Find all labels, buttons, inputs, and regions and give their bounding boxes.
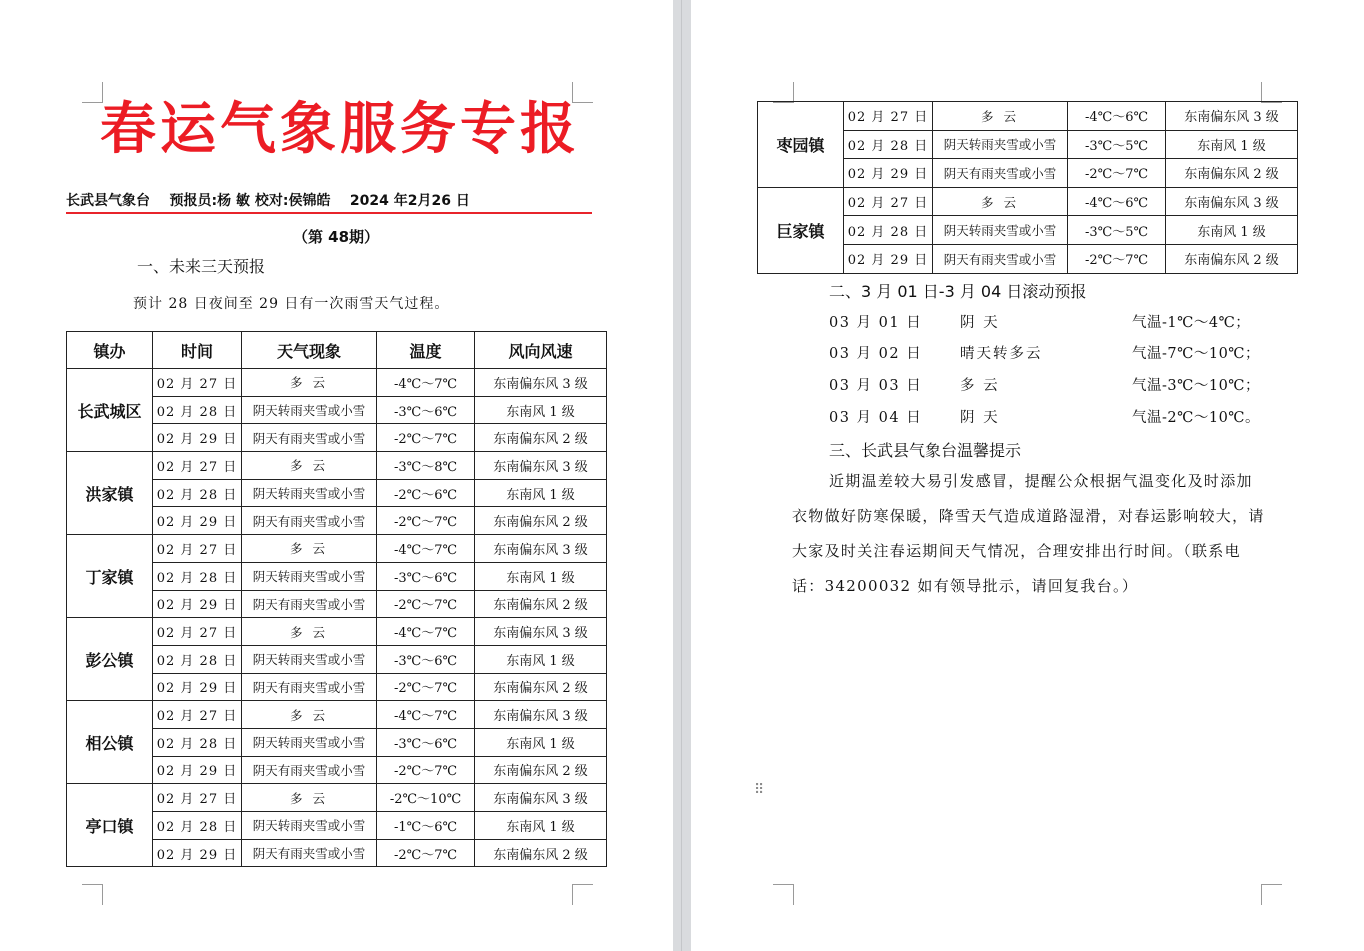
temperature-cell: -4℃～6℃ xyxy=(1068,102,1166,131)
weather-cell: 多 云 xyxy=(242,535,377,563)
temperature-cell: -2℃～7℃ xyxy=(1068,244,1166,273)
rolling-temp: 气温-3℃～10℃； xyxy=(1132,378,1261,394)
wind-cell: 东南风 1 级 xyxy=(475,396,607,424)
header-wind: 风向风速 xyxy=(475,332,607,369)
temperature-cell: -2℃～7℃ xyxy=(377,839,475,867)
wind-cell: 东南偏东风 2 级 xyxy=(1166,159,1298,188)
date-cell: 02 月 28 日 xyxy=(153,562,242,590)
wind-cell: 东南偏东风 3 级 xyxy=(1166,187,1298,216)
date-cell: 02 月 28 日 xyxy=(153,728,242,756)
margin-mark-top-right xyxy=(1261,82,1282,103)
table-header-row xyxy=(67,332,607,369)
bulletin-title: 春运气象服务专报 xyxy=(100,97,580,162)
weather-cell: 阴天有雨夹雪或小雪 xyxy=(933,159,1068,188)
date-cell: 02 月 29 日 xyxy=(153,590,242,618)
wind-cell: 东南偏东风 2 级 xyxy=(475,839,607,867)
header-temperature: 温度 xyxy=(377,332,475,369)
date-cell: 02 月 27 日 xyxy=(153,369,242,397)
temperature-cell: -3℃～8℃ xyxy=(377,452,475,480)
temperature-cell: -2℃～7℃ xyxy=(377,673,475,701)
weather-cell: 阴天转雨夹雪或小雪 xyxy=(242,562,377,590)
date-cell: 02 月 28 日 xyxy=(153,645,242,673)
wind-cell: 东南风 1 级 xyxy=(475,479,607,507)
forecast-table-continued xyxy=(757,101,1298,274)
table-row xyxy=(67,701,607,729)
date-cell: 02 月 29 日 xyxy=(153,756,242,784)
table-row xyxy=(758,102,1298,131)
temperature-cell: -4℃～7℃ xyxy=(377,701,475,729)
margin-mark-bottom-right xyxy=(572,884,593,905)
temperature-cell: -3℃～5℃ xyxy=(1068,216,1166,245)
wind-cell: 东南偏东风 3 级 xyxy=(475,618,607,646)
date-cell: 02 月 27 日 xyxy=(844,102,933,131)
date-cell: 02 月 29 日 xyxy=(153,673,242,701)
date-cell: 02 月 28 日 xyxy=(153,812,242,840)
town-name-cell: 洪家镇 xyxy=(67,452,153,535)
table-row xyxy=(67,618,607,646)
table-row xyxy=(67,452,607,480)
weather-cell: 阴天转雨夹雪或小雪 xyxy=(242,728,377,756)
temperature-cell: -2℃～7℃ xyxy=(377,424,475,452)
margin-mark-bottom-left xyxy=(773,884,794,905)
town-name-cell: 相公镇 xyxy=(67,701,153,784)
weather-cell: 阴天有雨夹雪或小雪 xyxy=(242,839,377,867)
page-gutter xyxy=(673,0,691,951)
temperature-cell: -2℃～10℃ xyxy=(377,784,475,812)
date-cell: 02 月 28 日 xyxy=(844,216,933,245)
rolling-date: 03 月 02 日 xyxy=(829,346,923,362)
wind-cell: 东南偏东风 3 级 xyxy=(475,784,607,812)
date-cell: 02 月 29 日 xyxy=(844,244,933,273)
rolling-weather: 阴 天 xyxy=(960,315,1000,331)
weather-cell: 阴天有雨夹雪或小雪 xyxy=(933,244,1068,273)
weather-cell: 阴天有雨夹雪或小雪 xyxy=(242,424,377,452)
rolling-date: 03 月 01 日 xyxy=(829,315,923,331)
temperature-cell: -2℃～7℃ xyxy=(377,507,475,535)
wind-cell: 东南偏东风 3 级 xyxy=(1166,102,1298,131)
date-cell: 02 月 27 日 xyxy=(153,618,242,646)
wind-cell: 东南风 1 级 xyxy=(475,645,607,673)
temperature-cell: -4℃～7℃ xyxy=(377,535,475,563)
temperature-cell: -3℃～6℃ xyxy=(377,645,475,673)
table-row xyxy=(67,784,607,812)
table-row xyxy=(67,535,607,563)
weather-cell: 多 云 xyxy=(242,784,377,812)
document-page-left xyxy=(0,0,673,951)
bulletin-info-line: 长武县气象台 预报员:杨 敏 校对:侯锦皓 2024 年2月26 日 xyxy=(66,193,470,209)
temperature-cell: -3℃～6℃ xyxy=(377,396,475,424)
wind-cell: 东南偏东风 2 级 xyxy=(475,507,607,535)
header-town: 镇办 xyxy=(67,332,153,369)
table-row xyxy=(758,187,1298,216)
page-separator xyxy=(681,0,682,951)
temperature-cell: -2℃～7℃ xyxy=(377,590,475,618)
weather-cell: 多 云 xyxy=(933,102,1068,131)
issue-number: （第 48期） xyxy=(292,228,380,246)
rolling-weather: 多 云 xyxy=(960,378,1000,394)
weather-cell: 阴天转雨夹雪或小雪 xyxy=(933,216,1068,245)
header-date: 时间 xyxy=(153,332,242,369)
weather-cell: 阴天有雨夹雪或小雪 xyxy=(242,507,377,535)
section-heading-rolling: 二、3 月 01 日-3 月 04 日滚动预报 xyxy=(829,282,1087,301)
date-cell: 02 月 27 日 xyxy=(153,535,242,563)
temperature-cell: -4℃～7℃ xyxy=(377,369,475,397)
temperature-cell: -2℃～6℃ xyxy=(377,479,475,507)
date-cell: 02 月 27 日 xyxy=(844,187,933,216)
rolling-temp: 气温-7℃～10℃； xyxy=(1132,346,1261,362)
section-heading-forecast: 一、未来三天预报 xyxy=(137,257,266,276)
rolling-weather: 阴 天 xyxy=(960,410,1000,426)
title-divider xyxy=(66,212,592,214)
wind-cell: 东南风 1 级 xyxy=(1166,216,1298,245)
weather-cell: 多 云 xyxy=(933,187,1068,216)
tips-paragraph: 近期温差较大易引发感冒，提醒公众根据气温变化及时添加衣物做好防寒保暖，降雪天气造成道路湿滑，对春运影响较大，请大家及时关注春运期间天气情况，合理安排出行时间。（联系电话：34200032 如有领导批示，请回复我台。） xyxy=(792,472,1265,595)
rolling-date: 03 月 03 日 xyxy=(829,378,923,394)
weather-cell: 多 云 xyxy=(242,701,377,729)
date-cell: 02 月 27 日 xyxy=(153,452,242,480)
weather-cell: 阴天转雨夹雪或小雪 xyxy=(242,812,377,840)
table-row xyxy=(67,369,607,397)
forecast-table xyxy=(66,331,607,867)
temperature-cell: -1℃～6℃ xyxy=(377,812,475,840)
date-cell: 02 月 29 日 xyxy=(153,507,242,535)
wind-cell: 东南风 1 级 xyxy=(475,812,607,840)
wind-cell: 东南偏东风 3 级 xyxy=(475,701,607,729)
weather-cell: 阴天转雨夹雪或小雪 xyxy=(933,130,1068,159)
date-cell: 02 月 27 日 xyxy=(153,784,242,812)
margin-mark-bottom-left xyxy=(82,884,103,905)
weather-cell: 阴天有雨夹雪或小雪 xyxy=(242,590,377,618)
wind-cell: 东南偏东风 3 级 xyxy=(475,452,607,480)
town-name-cell: 彭公镇 xyxy=(67,618,153,701)
rolling-date: 03 月 04 日 xyxy=(829,410,923,426)
town-name-cell: 亭口镇 xyxy=(67,784,153,867)
drag-handle-icon[interactable]: ⠿ xyxy=(754,782,765,798)
date-cell: 02 月 29 日 xyxy=(153,839,242,867)
wind-cell: 东南风 1 级 xyxy=(475,562,607,590)
temperature-cell: -4℃～7℃ xyxy=(377,618,475,646)
wind-cell: 东南偏东风 3 级 xyxy=(475,535,607,563)
weather-cell: 多 云 xyxy=(242,369,377,397)
town-name-cell: 枣园镇 xyxy=(758,102,844,188)
date-cell: 02 月 29 日 xyxy=(844,159,933,188)
date-cell: 02 月 28 日 xyxy=(153,479,242,507)
forecast-table-body xyxy=(67,369,607,867)
temperature-cell: -2℃～7℃ xyxy=(377,756,475,784)
wind-cell: 东南偏东风 2 级 xyxy=(475,756,607,784)
forecast-intro: 预计 28 日夜间至 29 日有一次雨雪天气过程。 xyxy=(133,296,450,312)
weather-cell: 阴天转雨夹雪或小雪 xyxy=(242,479,377,507)
wind-cell: 东南风 1 级 xyxy=(475,728,607,756)
wind-cell: 东南风 1 级 xyxy=(1166,130,1298,159)
town-name-cell: 巨家镇 xyxy=(758,187,844,273)
weather-cell: 阴天有雨夹雪或小雪 xyxy=(242,756,377,784)
margin-mark-bottom-right xyxy=(1261,884,1282,905)
section-heading-tips: 三、长武县气象台温馨提示 xyxy=(829,441,1022,460)
weather-cell: 阴天有雨夹雪或小雪 xyxy=(242,673,377,701)
temperature-cell: -3℃～5℃ xyxy=(1068,130,1166,159)
wind-cell: 东南偏东风 2 级 xyxy=(475,673,607,701)
weather-cell: 多 云 xyxy=(242,452,377,480)
temperature-cell: -2℃～7℃ xyxy=(1068,159,1166,188)
date-cell: 02 月 28 日 xyxy=(153,396,242,424)
weather-cell: 阴天转雨夹雪或小雪 xyxy=(242,396,377,424)
forecast-table-continued-body xyxy=(758,102,1298,274)
margin-mark-top-left xyxy=(773,82,794,103)
temperature-cell: -3℃～6℃ xyxy=(377,562,475,590)
date-cell: 02 月 29 日 xyxy=(153,424,242,452)
weather-cell: 多 云 xyxy=(242,618,377,646)
rolling-temp: 气温-1℃～4℃； xyxy=(1132,315,1251,331)
wind-cell: 东南偏东风 3 级 xyxy=(475,369,607,397)
town-name-cell: 长武城区 xyxy=(67,369,153,452)
weather-cell: 阴天转雨夹雪或小雪 xyxy=(242,645,377,673)
town-name-cell: 丁家镇 xyxy=(67,535,153,618)
header-weather: 天气现象 xyxy=(242,332,377,369)
date-cell: 02 月 28 日 xyxy=(844,130,933,159)
rolling-weather: 晴天转多云 xyxy=(960,346,1043,362)
temperature-cell: -3℃～6℃ xyxy=(377,728,475,756)
wind-cell: 东南偏东风 2 级 xyxy=(1166,244,1298,273)
wind-cell: 东南偏东风 2 级 xyxy=(475,590,607,618)
rolling-temp: 气温-2℃～10℃。 xyxy=(1132,410,1261,426)
wind-cell: 东南偏东风 2 级 xyxy=(475,424,607,452)
temperature-cell: -4℃～6℃ xyxy=(1068,187,1166,216)
date-cell: 02 月 27 日 xyxy=(153,701,242,729)
